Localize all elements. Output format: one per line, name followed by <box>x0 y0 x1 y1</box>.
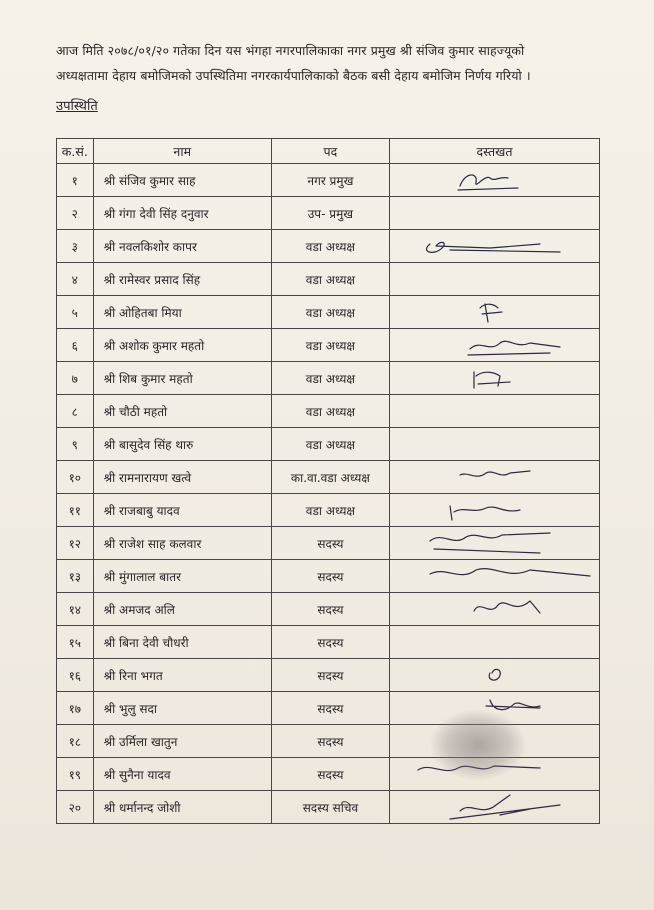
table-row <box>57 296 600 329</box>
table-row <box>57 395 600 428</box>
handwritten-signature <box>390 791 606 823</box>
cell-signature <box>389 527 599 560</box>
handwritten-signature <box>390 593 606 625</box>
table-row <box>57 362 600 395</box>
table-row <box>57 197 600 230</box>
handwritten-signature <box>390 164 606 196</box>
cell-signature <box>389 593 599 626</box>
cell-post: सदस्य <box>271 659 389 692</box>
cell-signature <box>389 494 599 527</box>
handwritten-signature <box>390 362 606 394</box>
cell-sn: १४ <box>57 593 94 626</box>
cell-post: वडा अध्यक्ष <box>271 494 389 527</box>
table-row <box>57 692 600 725</box>
cell-signature <box>389 263 599 296</box>
cell-signature <box>389 362 599 395</box>
cell-sn: १५ <box>57 626 94 659</box>
table-row <box>57 527 600 560</box>
handwritten-signature <box>390 230 606 262</box>
table-header-row <box>57 139 600 164</box>
handwritten-signature <box>390 461 606 493</box>
cell-post: उप- प्रमुख <box>271 197 389 230</box>
cell-sn: १९ <box>57 758 94 791</box>
cell-post: सदस्य <box>271 626 389 659</box>
cell-post: सदस्य <box>271 560 389 593</box>
cell-signature <box>389 197 599 230</box>
cell-signature <box>389 428 599 461</box>
cell-sn: १ <box>57 164 94 197</box>
cell-sn: १७ <box>57 692 94 725</box>
cell-name: श्री सुनैना यादव <box>93 758 271 791</box>
header-signature: दस्तखत <box>389 139 599 164</box>
cell-sn: ९ <box>57 428 94 461</box>
cell-sn: ५ <box>57 296 94 329</box>
intro-paragraph <box>56 38 616 88</box>
table-row <box>57 626 600 659</box>
cell-post: सदस्य <box>271 758 389 791</box>
table-row <box>57 230 600 263</box>
cell-name: श्री बासुदेव सिंह थारु <box>93 428 271 461</box>
ink-smudge <box>430 710 526 780</box>
cell-signature <box>389 296 599 329</box>
cell-post: सदस्य <box>271 725 389 758</box>
table-row <box>57 494 600 527</box>
cell-signature <box>389 626 599 659</box>
cell-name: श्री मुंगालाल बातर <box>93 560 271 593</box>
cell-sn: १६ <box>57 659 94 692</box>
header-sn: क.सं. <box>57 139 94 164</box>
table-row <box>57 329 600 362</box>
table-row <box>57 263 600 296</box>
cell-name: श्री संजिव कुमार साह <box>93 164 271 197</box>
cell-name: श्री रामेस्वर प्रसाद सिंह <box>93 263 271 296</box>
cell-post: वडा अध्यक्ष <box>271 230 389 263</box>
cell-signature <box>389 791 599 824</box>
table-row <box>57 428 600 461</box>
cell-post: वडा अध्यक्ष <box>271 329 389 362</box>
cell-name: श्री अमजद अलि <box>93 593 271 626</box>
attendance-table <box>56 138 600 824</box>
cell-name: श्री भुलु सदा <box>93 692 271 725</box>
cell-name: श्री बिना देवी चौधरी <box>93 626 271 659</box>
cell-sn: १० <box>57 461 94 494</box>
cell-post: वडा अध्यक्ष <box>271 263 389 296</box>
table-row <box>57 164 600 197</box>
handwritten-signature <box>390 494 606 526</box>
cell-signature <box>389 560 599 593</box>
table-row <box>57 461 600 494</box>
cell-post: सदस्य <box>271 527 389 560</box>
cell-name: श्री अशोक कुमार महतो <box>93 329 271 362</box>
handwritten-signature <box>390 329 606 361</box>
table-row <box>57 791 600 824</box>
cell-post: सदस्य सचिव <box>271 791 389 824</box>
cell-signature <box>389 659 599 692</box>
cell-name: श्री राजेश साह कलवार <box>93 527 271 560</box>
cell-sn: १२ <box>57 527 94 560</box>
cell-post: वडा अध्यक्ष <box>271 362 389 395</box>
cell-sn: ११ <box>57 494 94 527</box>
table-row <box>57 560 600 593</box>
intro-line-1: आज मिति २०७८/०१/२० गतेका दिन यस भंगहा नगरपालिकाका नगर प्रमुख श्री संजिव कुमार साहज्यूको <box>56 43 525 58</box>
cell-name: श्री नवलकिशोर कापर <box>93 230 271 263</box>
cell-name: श्री ओहितबा मिया <box>93 296 271 329</box>
cell-sn: ८ <box>57 395 94 428</box>
cell-post: वडा अध्यक्ष <box>271 296 389 329</box>
cell-sn: ६ <box>57 329 94 362</box>
cell-post: का.वा.वडा अध्यक्ष <box>271 461 389 494</box>
cell-name: श्री चौठी महतो <box>93 395 271 428</box>
cell-post: वडा अध्यक्ष <box>271 428 389 461</box>
cell-name: श्री रामनारायण खत्वे <box>93 461 271 494</box>
header-name: नाम <box>93 139 271 164</box>
handwritten-signature <box>390 296 606 328</box>
cell-post: वडा अध्यक्ष <box>271 395 389 428</box>
cell-name: श्री धर्मानन्द जोशी <box>93 791 271 824</box>
cell-sn: ३ <box>57 230 94 263</box>
cell-post: सदस्य <box>271 692 389 725</box>
cell-name: श्री गंगा देवी सिंह दनुवार <box>93 197 271 230</box>
cell-signature <box>389 230 599 263</box>
cell-sn: ७ <box>57 362 94 395</box>
cell-post: नगर प्रमुख <box>271 164 389 197</box>
table-row <box>57 659 600 692</box>
handwritten-signature <box>390 560 606 592</box>
cell-sn: १८ <box>57 725 94 758</box>
cell-signature <box>389 461 599 494</box>
table-row <box>57 593 600 626</box>
cell-name: श्री रिना भगत <box>93 659 271 692</box>
cell-name: श्री उर्मिला खातुन <box>93 725 271 758</box>
cell-signature <box>389 164 599 197</box>
cell-name: श्री शिब कुमार महतो <box>93 362 271 395</box>
cell-name: श्री राजबाबु यादव <box>93 494 271 527</box>
handwritten-signature <box>390 527 606 559</box>
intro-line-2: अध्यक्षतामा देहाय बमोजिमको उपस्थितिमा नगरकार्यपालिकाको बैठक बसी देहाय बमोजिम निर्णय गरियो । <box>56 68 531 83</box>
cell-sn: ४ <box>57 263 94 296</box>
cell-sn: २० <box>57 791 94 824</box>
cell-signature <box>389 329 599 362</box>
cell-sn: १३ <box>57 560 94 593</box>
attendance-heading: उपस्थिति <box>56 99 98 114</box>
cell-post: सदस्य <box>271 593 389 626</box>
cell-signature <box>389 395 599 428</box>
header-post: पद <box>271 139 389 164</box>
cell-sn: २ <box>57 197 94 230</box>
handwritten-signature <box>390 659 606 691</box>
